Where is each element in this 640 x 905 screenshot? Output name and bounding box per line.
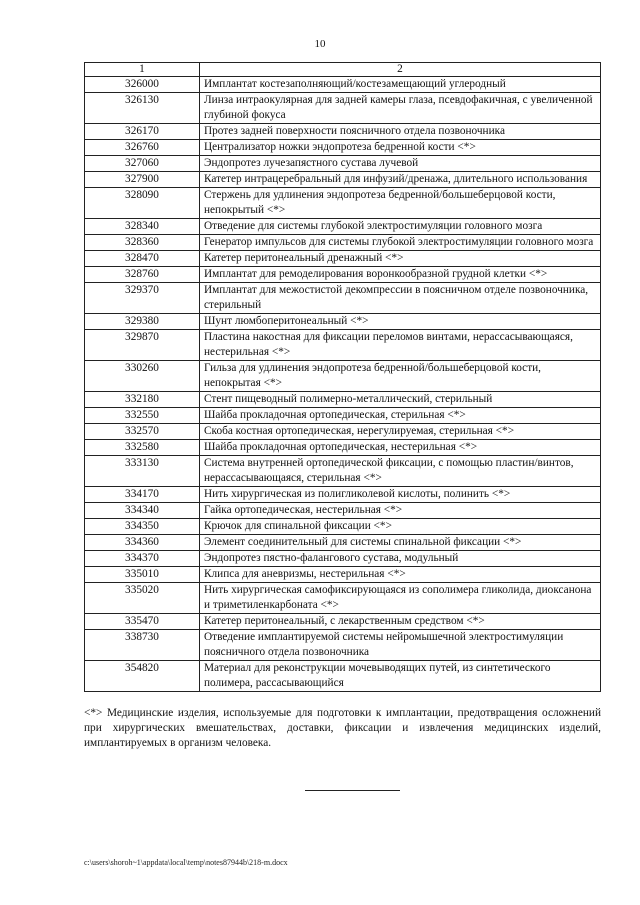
device-name: Шайба прокладочная ортопедическая, нестерильная <*> [200,440,601,456]
table-row [85,172,601,188]
column-header-code: 1 [85,63,200,77]
device-code: 328340 [85,219,200,235]
device-name: Стент пищеводный полимерно-металлический, стерильный [200,392,601,408]
device-name: Имплантат костезаполняющий/костезамещающий углеродный [200,77,601,93]
table-row [85,424,601,440]
device-code: 335020 [85,583,200,614]
table-header-row [85,63,601,77]
device-name: Гильза для удлинения эндопротеза бедренной/большеберцовой кости, непокрытая <*> [200,361,601,392]
table-row [85,583,601,614]
footer-separator [305,790,400,791]
device-code: 327900 [85,172,200,188]
device-name: Крючок для спинальной фиксации <*> [200,519,601,535]
table-row [85,93,601,124]
device-code: 329370 [85,283,200,314]
device-name: Имплантат для межостистой декомпрессии в поясничном отделе позвоночника, стерильный [200,283,601,314]
device-name: Централизатор ножки эндопротеза бедренной кости <*> [200,140,601,156]
table-row [85,77,601,93]
device-code: 334360 [85,535,200,551]
column-header-name: 2 [200,63,601,77]
device-name: Пластина накостная для фиксации переломов винтами, нерассасывающаяся, нестерильная <*> [200,330,601,361]
table-row [85,567,601,583]
table-row [85,630,601,661]
device-code: 334170 [85,487,200,503]
device-code: 332180 [85,392,200,408]
device-code: 338730 [85,630,200,661]
table-row [85,361,601,392]
footnote: <*> Медицинские изделия, используемые для подготовки к имплантации, предотвращения осложнений при хирургических вмешательствах, доставки, фиксации и извлечения медицинских изделий, имплантируемых в организм человека. [84,707,601,749]
table-row [85,314,601,330]
table-row [85,283,601,314]
table-row [85,408,601,424]
device-code: 326000 [85,77,200,93]
table-row [85,124,601,140]
device-name: Шайба прокладочная ортопедическая, стерильная <*> [200,408,601,424]
device-name: Эндопротез лучезапястного сустава лучевой [200,156,601,172]
device-name: Катетер перитонеальный, с лекарственным средством <*> [200,614,601,630]
device-code: 328360 [85,235,200,251]
device-code: 332580 [85,440,200,456]
table-row [85,519,601,535]
device-code: 326130 [85,93,200,124]
table-row [85,392,601,408]
device-name: Элемент соединительный для системы спинальной фиксации <*> [200,535,601,551]
device-code: 335470 [85,614,200,630]
device-code: 327060 [85,156,200,172]
device-code: 326170 [85,124,200,140]
table-row [85,535,601,551]
table-row [85,140,601,156]
device-code: 330260 [85,361,200,392]
device-code-table [84,62,601,692]
table-row [85,456,601,487]
device-name: Скоба костная ортопедическая, нерегулируемая, стерильная <*> [200,424,601,440]
file-path: c:\users\shoroh~1\appdata\local\temp\notes87944b\218-m.docx [84,858,288,867]
table-row [85,267,601,283]
device-name: Гайка ортопедическая, нестерильная <*> [200,503,601,519]
table-row [85,661,601,692]
device-code: 326760 [85,140,200,156]
device-code: 332570 [85,424,200,440]
device-code: 329870 [85,330,200,361]
device-name: Система внутренней ортопедической фиксации, с помощью пластин/винтов, нерассасывающаяся, стерильная <*> [200,456,601,487]
device-name: Протез задней поверхности поясничного отдела позвоночника [200,124,601,140]
device-code: 335010 [85,567,200,583]
device-name: Линза интраокулярная для задней камеры глаза, псевдофакичная, с увеличенной глубиной фокуса [200,93,601,124]
device-code: 334370 [85,551,200,567]
device-name: Стержень для удлинения эндопротеза бедренной/большеберцовой кости, непокрытый <*> [200,188,601,219]
table-row [85,503,601,519]
table-row [85,614,601,630]
device-code: 333130 [85,456,200,487]
device-code: 334350 [85,519,200,535]
device-code: 354820 [85,661,200,692]
table-row [85,487,601,503]
device-name: Нить хирургическая из полигликолевой кислоты, полинить <*> [200,487,601,503]
device-code: 328090 [85,188,200,219]
device-code: 332550 [85,408,200,424]
device-name: Отведение имплантируемой системы нейромышечной электростимуляции поясничного отдела позвоночника [200,630,601,661]
device-name: Клипса для аневризмы, нестерильная <*> [200,567,601,583]
device-name: Отведение для системы глубокой электростимуляции головного мозга [200,219,601,235]
device-code: 328760 [85,267,200,283]
table-row [85,330,601,361]
table-row [85,551,601,567]
device-name: Катетер перитонеальный дренажный <*> [200,251,601,267]
device-name: Материал для реконструкции мочевыводящих путей, из синтетического полимера, рассасывающийся [200,661,601,692]
device-name: Катетер интрацеребральный для инфузий/дренажа, длительного использования [200,172,601,188]
device-name: Эндопротез пястно-фалангового сустава, модульный [200,551,601,567]
device-name: Шунт люмбоперитонеальный <*> [200,314,601,330]
device-code: 328470 [85,251,200,267]
device-name: Имплантат для ремоделирования воронкообразной грудной клетки <*> [200,267,601,283]
table-row [85,251,601,267]
table-row [85,156,601,172]
page-number: 10 [314,38,326,50]
device-code: 329380 [85,314,200,330]
device-name: Генератор импульсов для системы глубокой электростимуляции головного мозга [200,235,601,251]
table-row [85,219,601,235]
table-row [85,235,601,251]
device-name: Нить хирургическая самофиксирующаяся из сополимера гликолида, диоксанона и триметиленкарбоната <*> [200,583,601,614]
table-body [85,77,601,692]
table-row [85,188,601,219]
table-row [85,440,601,456]
device-code: 334340 [85,503,200,519]
